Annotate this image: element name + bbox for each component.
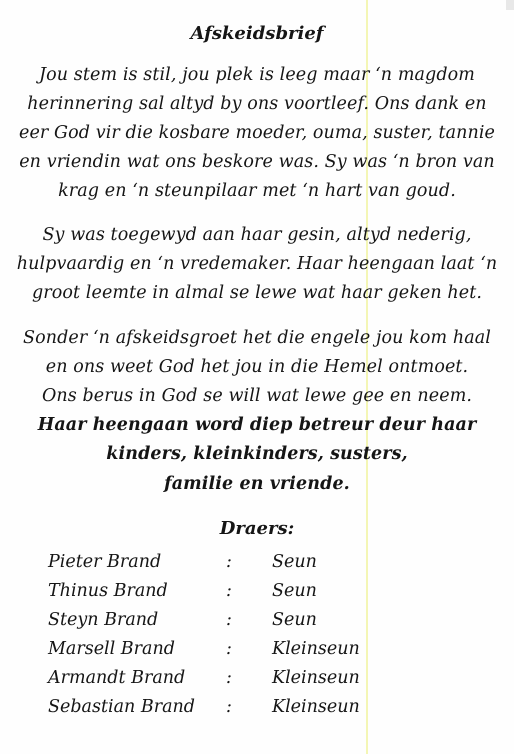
bearer-row (0, 606, 514, 634)
closing-line-1: Haar heengaan word diep betreur deur haar (37, 415, 477, 435)
paragraph-3-line-2: en ons weet God het jou in die Hemel ontmoet. (45, 357, 469, 377)
bearers-heading: Draers: (219, 518, 295, 539)
closing-line-2: kinders, kleinkinders, susters, (106, 444, 408, 464)
paragraph-1-line-5: krag en ‘n steunpilaar met ‘n hart van goud. (58, 181, 456, 201)
paragraph-2-line-1: Sy was toegewyd aan haar gesin, altyd nederig, (42, 225, 472, 245)
bearer-name: Pieter Brand (48, 552, 162, 572)
bearer-name: Thinus Brand (48, 581, 168, 601)
bearer-separator: : (226, 581, 232, 601)
bearer-row (0, 693, 514, 721)
paragraph-2-line-3: groot leemte in almal se lewe wat haar geken het. (31, 283, 483, 303)
bearer-name: Marsell Brand (48, 639, 175, 659)
paragraph-1-line-3: eer God vir die kosbare moeder, ouma, suster, tannie (18, 123, 496, 143)
paragraph-1-line-1: Jou stem is stil, jou plek is leeg maar ‘n magdom (39, 65, 475, 85)
bearer-name: Sebastian Brand (48, 697, 195, 717)
page-corner-mark (506, 0, 514, 10)
paragraph-2-line-2: hulpvaardig en ‘n vredemaker. Haar heengaan laat ‘n (16, 254, 498, 274)
bearer-row (0, 635, 514, 663)
bearer-role: Seun (272, 610, 317, 630)
bearer-role: Seun (272, 552, 317, 572)
bearer-separator: : (226, 639, 232, 659)
document-title: Afskeidsbrief (190, 23, 324, 44)
paragraph-3-line-3: Ons berus in God se will wat lewe gee en neem. (41, 386, 473, 406)
closing-line-3: familie en vriende. (164, 474, 350, 494)
bearer-separator: : (226, 697, 232, 717)
bearer-row (0, 577, 514, 605)
bearer-name: Steyn Brand (48, 610, 159, 630)
paragraph-1-line-4: en vriendin wat ons beskore was. Sy was ‘n bron van (19, 152, 495, 172)
paragraph-1-line-2: herinnering sal altyd by ons voortleef. Ons dank en (27, 94, 487, 114)
bearer-role: Kleinseun (272, 639, 360, 659)
bearer-row (0, 664, 514, 692)
bearer-name: Armandt Brand (48, 668, 186, 688)
bearer-role: Seun (272, 581, 317, 601)
paragraph-3-line-1: Sonder ‘n afskeidsgroet het die engele jou kom haal (23, 328, 491, 348)
bearer-separator: : (226, 668, 232, 688)
bearer-role: Kleinseun (272, 668, 360, 688)
bearer-role: Kleinseun (272, 697, 360, 717)
bearer-separator: : (226, 552, 232, 572)
bearer-row (0, 548, 514, 576)
bearer-separator: : (226, 610, 232, 630)
